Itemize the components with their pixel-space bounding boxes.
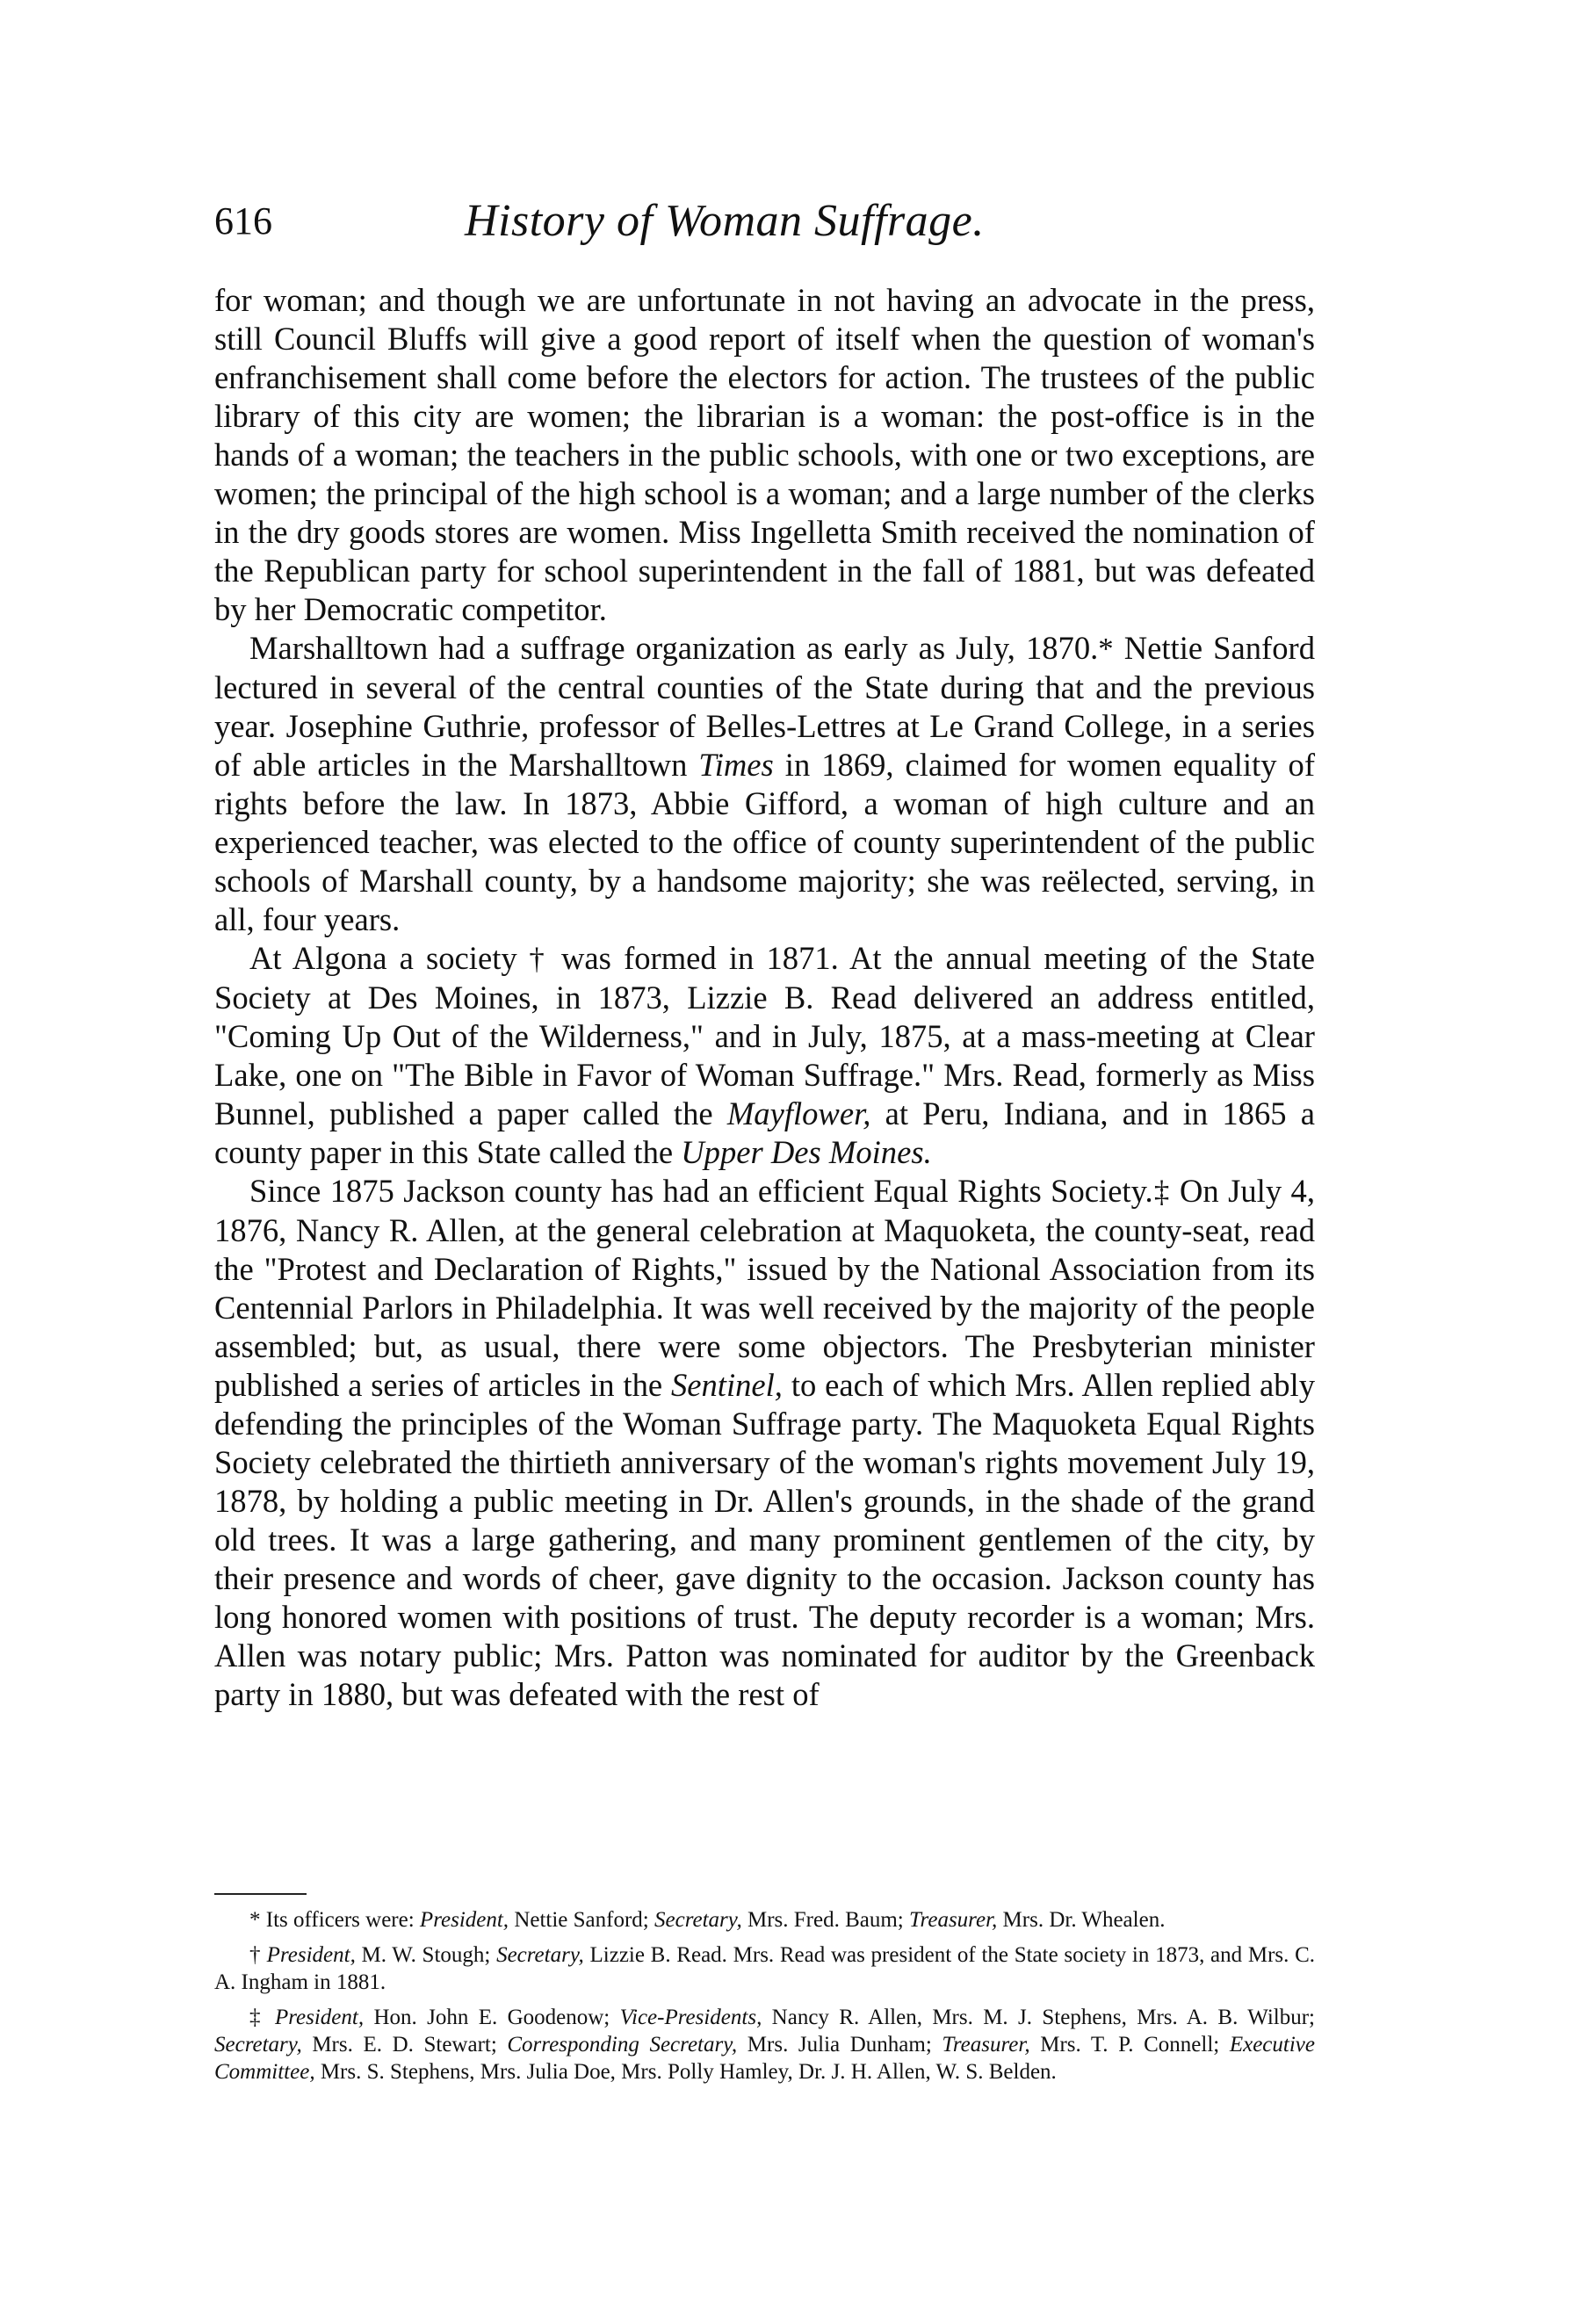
footnote-role: Treasurer,	[909, 1908, 998, 1932]
footnote-text: Hon. John E. Goodenow;	[364, 2006, 620, 2029]
footnote	[214, 1906, 1315, 1934]
paragraph-text: On July 4, 1876, Nancy R. Allen, at the general celebration at Maquoketa, the county-seat, read the "Protest and Declaration of Rights," issued by the National Association from its Centennial Parlors in Philadelphia. It was well received by the majority of the people assembled; but, as usual, there were some objectors. The Presbyterian minister published a series of articles in the	[214, 1173, 1315, 1403]
footnote-role: President,	[264, 2006, 365, 2029]
footnote-marker: *	[249, 1908, 261, 1932]
footnote-text: Mrs. T. P. Connell;	[1029, 2033, 1230, 2057]
footnote-marker: †	[516, 942, 549, 976]
footnote-text: Mrs. Dr. Whealen.	[997, 1908, 1166, 1932]
paragraph	[214, 629, 1315, 939]
paragraph-text: for woman; and though we are unfortunate in not having an advocate in the press, still Council Bluffs will give a good report of itself when the question of woman's enfranchisement shall come before the electors for action. The trustees of the public library of this city are women; the librarian is a woman: the post-office is in the hands of a woman; the teachers in the public schools, with one or two exceptions, are women; the principal of the high school is a woman; and a large number of the clerks in the dry goods stores are women. Miss Ingelletta Smith received the nomination of the Republican party for school superintendent in the fall of 1881, but was defeated by her Democratic competitor.	[214, 282, 1315, 627]
footnote-role: Corresponding Secretary,	[507, 2033, 738, 2057]
paragraph-text: was formed in 1871. At the annual meeting of the State Society at Des Moines, in 1873, Lizzie B. Read delivered an address entitled, "Coming Up Out of the Wilderness," and in July, 1875, at a mass-meeting at Clear Lake, one on "The Bible in Favor of Woman Suffrage." Mrs. Read, formerly as Miss Bunnel, published a paper called the	[214, 940, 1315, 1131]
newspaper-title: Times	[698, 747, 774, 783]
footnote-role: Executive Committee,	[214, 2033, 1315, 2084]
footnote-text: Nancy R. Allen, Mrs. M. J. Stephens, Mrs. A. B. Wilbur;	[762, 2006, 1315, 2029]
footnotes	[214, 1906, 1315, 2093]
paragraph-text: Marshalltown had a suffrage organization as early as July, 1870.	[249, 630, 1099, 666]
main-text	[214, 281, 1315, 1714]
footnote-text: Mrs. Julia Dunham;	[737, 2033, 942, 2057]
footnote-divider	[214, 1893, 307, 1895]
footnote-text: Mrs. Fred. Baum;	[741, 1908, 910, 1932]
footnote-marker: ‡	[249, 2006, 265, 2029]
footnote-role: Secretary,	[214, 2033, 302, 2057]
footnote-role: Secretary,	[654, 1908, 742, 1932]
paragraph-text: At Algona a society	[249, 940, 517, 976]
paragraph-text: Nettie Sanford lectured in several of the central counties of the State during that and the previous year. Josephine Guthrie, professor of Belles-Lettres at Le Grand College, in a series of able articles in the Marshalltown	[214, 630, 1315, 783]
footnote-role: Treasurer,	[942, 2033, 1030, 2057]
footnote-text: Mrs. S. Stephens, Mrs. Julia Doe, Mrs. Polly Hamley, Dr. J. H. Allen, W. S. Belden.	[314, 2060, 1057, 2084]
paragraph	[214, 939, 1315, 1172]
paragraph-text: at Peru, Indiana, and in 1865 a county paper in this State called the	[214, 1095, 1315, 1170]
newspaper-title: Sentinel,	[670, 1367, 783, 1403]
footnote-text: Mrs. E. D. Stewart;	[301, 2033, 508, 2057]
footnote-marker: †	[249, 1943, 261, 1967]
newspaper-title: Upper Des Moines.	[681, 1134, 932, 1170]
paragraph-text: to each of which Mrs. Allen replied ably defending the principles of the Woman Suffrage party. The Maquoketa Equal Rights Society celebrated the thirtieth anniversary of the woman's rights movement July 19, 1878, by holding a public meeting in Dr. Allen's grounds, in the shade of the grand old trees. It was a large gathering, and many prominent gentlemen of the city, by their presence and words of cheer, gave dignity to the occasion. Jackson county has long honored women with positions of trust. The deputy recorder is a woman; Mrs. Allen was notary public; Mrs. Patton was nominated for auditor by the Greenback party in 1880, but was defeated with the rest of	[214, 1367, 1315, 1712]
footnote-text: Its officers were:	[260, 1908, 420, 1932]
paragraph	[214, 1172, 1315, 1714]
footnote-marker: *	[1098, 632, 1114, 666]
footnote-text: M. W. Stough;	[355, 1943, 497, 1967]
footnote-text: Lizzie B. Read. Mrs. Read was president of the State society in 1873, and Mrs. C. A. Ingham in 1881.	[214, 1943, 1316, 1994]
page-header	[214, 195, 1312, 257]
paragraph-text: in 1869, claimed for women equality of rights before the law. In 1873, Abbie Gifford, a woman of high culture and an experienced teacher, was elected to the office of county superintendent of the public schools of Marshall county, by a handsome majority; she was reëlected, serving, in all, four years.	[214, 747, 1315, 937]
footnote-marker: ‡	[1152, 1175, 1171, 1209]
footnote-role: Vice-Presidents,	[619, 2006, 762, 2029]
page-number: 616	[214, 199, 272, 242]
footnote-role: President,	[419, 1908, 509, 1932]
footnote-text: Nettie Sanford;	[509, 1908, 654, 1932]
footnote	[214, 2004, 1315, 2086]
newspaper-title: Mayflower,	[726, 1095, 871, 1131]
footnote	[214, 1941, 1315, 1996]
running-title: History of Woman Suffrage.	[465, 196, 985, 246]
paragraph	[214, 281, 1315, 629]
footnote-role: Secretary,	[496, 1943, 584, 1967]
paragraph-text: Since 1875 Jackson county has had an efficient Equal Rights Society.	[249, 1173, 1153, 1209]
footnote-role: President,	[260, 1943, 356, 1967]
